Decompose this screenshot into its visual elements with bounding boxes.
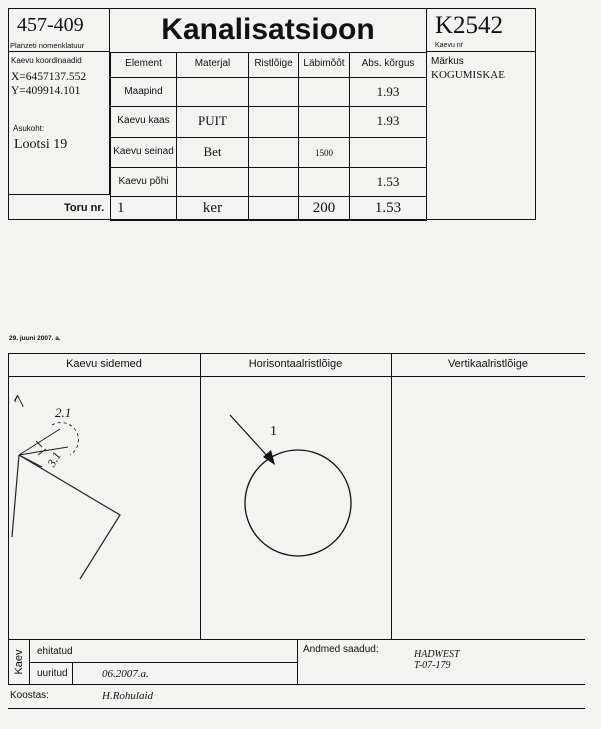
table-cell xyxy=(349,167,427,197)
pipe-label: Toru nr. xyxy=(64,202,105,214)
compiled-value: H.Rohulaid xyxy=(102,690,154,702)
compiled-label: Koostas: xyxy=(10,690,49,701)
location-value: Lootsi 19 xyxy=(14,137,68,152)
sketch-divider-2 xyxy=(391,353,392,640)
table-cell xyxy=(298,137,350,168)
y-coordinate: Y=409914.101 xyxy=(11,85,81,97)
remarks-value: KOGUMISKAE xyxy=(431,69,505,81)
page-title: Kanalisatsioon xyxy=(161,13,375,46)
well-number-label: Kaevu nr xyxy=(435,42,464,49)
element-label: Kaevu põhi xyxy=(118,176,169,187)
col-title-horizontal: Horisontaalristlõige xyxy=(248,358,343,370)
table-cell xyxy=(110,167,177,197)
table-cell xyxy=(298,77,350,107)
table-cell xyxy=(176,52,249,78)
footer-col-divider xyxy=(297,640,298,685)
table-cell xyxy=(349,106,427,138)
cell-height: 1.93 xyxy=(376,84,400,99)
pipe-number: 1 xyxy=(117,200,125,216)
location-label: Asukoht: xyxy=(13,124,45,133)
sketch-note-7: 7 xyxy=(9,393,31,411)
footer-sub-divider xyxy=(72,662,73,685)
table-cell xyxy=(248,77,299,107)
arrow-label: 1 xyxy=(270,424,277,439)
table-cell xyxy=(110,106,177,138)
table-header: Materjal xyxy=(194,58,231,69)
horizontal-sketch xyxy=(201,377,391,639)
bottom-rule xyxy=(8,708,585,709)
table-cell xyxy=(176,137,249,168)
date-label: 29. juuni 2007. a. xyxy=(9,335,61,342)
well-number-box xyxy=(426,8,536,52)
nomenclature-number: 457-409 xyxy=(17,14,84,36)
cell-height: 1.93 xyxy=(376,113,400,128)
pipe-diameter: 200 xyxy=(312,200,336,216)
table-header: Element xyxy=(125,58,162,69)
footer-mid-line xyxy=(29,662,297,663)
table-cell xyxy=(298,52,350,78)
left-panel xyxy=(8,52,110,195)
table-header: Ristlõige xyxy=(254,58,293,69)
table-cell xyxy=(176,196,249,221)
col-title-connections: Kaevu sidemed xyxy=(66,358,142,370)
data-from-line1: HADWEST xyxy=(414,649,460,660)
table-cell xyxy=(298,106,350,138)
table-cell xyxy=(248,167,299,197)
coords-label: Kaevu koordinaadid xyxy=(11,56,82,65)
table-cell xyxy=(110,52,177,78)
remarks-label: Märkus xyxy=(431,56,464,67)
col-title-vertical: Vertikaalristlõige xyxy=(447,358,529,370)
table-cell xyxy=(349,52,427,78)
surveyed-label: uuritud xyxy=(37,668,68,679)
surveyed-value: 06.2007.a. xyxy=(102,668,149,680)
table-cell xyxy=(349,77,427,107)
element-label: Kaevu kaas xyxy=(117,115,170,126)
table-header: Abs. kõrgus xyxy=(361,58,415,69)
cell-diameter: 1500 xyxy=(315,148,333,158)
table-cell xyxy=(176,106,249,138)
table-cell xyxy=(110,137,177,168)
built-label: ehitatud xyxy=(37,646,73,657)
pipe-height: 1.53 xyxy=(374,200,402,216)
footer-side-label: Kaev xyxy=(13,649,25,675)
nomenclature-box xyxy=(8,8,110,52)
sketch-note-3-1: 3.1 xyxy=(44,449,64,470)
table-cell xyxy=(248,196,299,221)
element-label: Kaevu seinad xyxy=(113,146,174,157)
table-header: Läbimõõt xyxy=(303,58,345,69)
cell-material: Bet xyxy=(203,144,222,159)
data-from-label: Andmed saadud: xyxy=(303,644,379,655)
pipe-material: ker xyxy=(202,200,223,216)
cell-material: PUIT xyxy=(198,113,227,128)
table-cell xyxy=(349,196,427,221)
table-cell xyxy=(110,77,177,107)
table-cell xyxy=(248,137,299,168)
nomenclature-label: Planzeti nomenklatuur xyxy=(10,41,85,50)
table-cell xyxy=(110,196,177,221)
element-label: Maapind xyxy=(124,86,163,97)
data-from-line2: T-07-179 xyxy=(414,660,451,671)
sketch-note-2-1: 2.1 xyxy=(55,405,72,420)
table-cell xyxy=(349,137,427,168)
table-cell xyxy=(248,52,299,78)
table-cell xyxy=(176,167,249,197)
well-number: K2542 xyxy=(435,12,504,39)
cell-height: 1.53 xyxy=(376,174,400,189)
table-cell xyxy=(248,106,299,138)
connections-sketch xyxy=(8,377,200,639)
table-cell xyxy=(298,196,350,221)
table-cell xyxy=(176,77,249,107)
x-coordinate: X=6457137.552 xyxy=(11,71,87,83)
table-cell xyxy=(298,167,350,197)
